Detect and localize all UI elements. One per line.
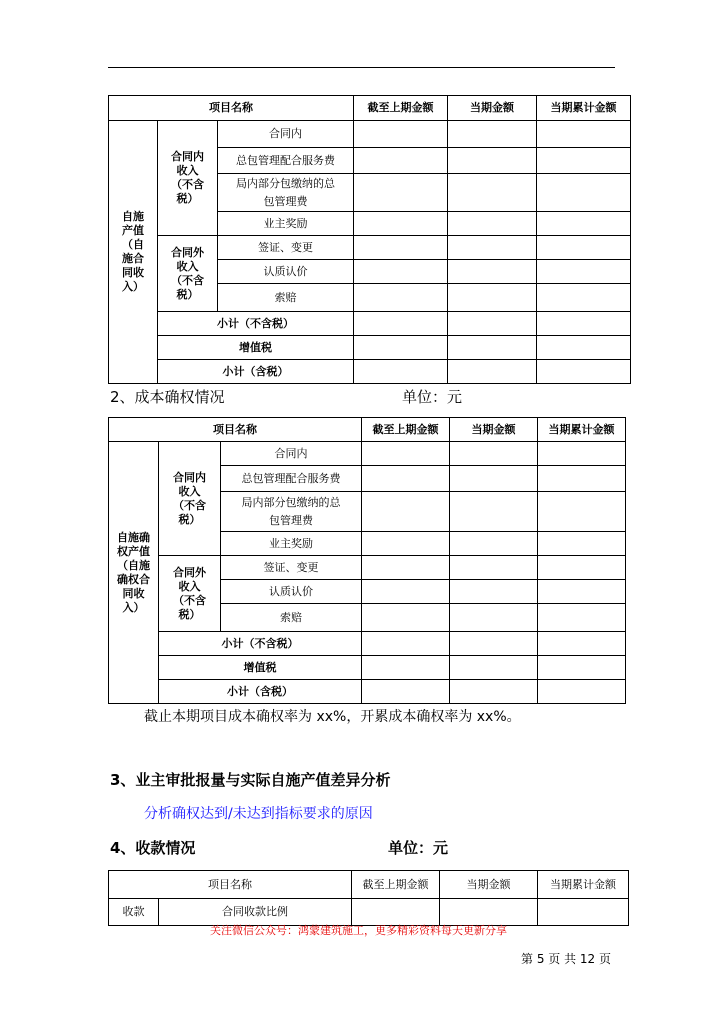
header-prev-amount: 截至上期金额 [352,871,440,899]
item-label: 业主奖励 [221,532,362,556]
category-cell: 自施 产值 （自 施合 同收 入） [109,121,158,384]
item-label: 局内部分包缴纳的总包管理费 [218,174,354,212]
total-row [109,360,631,384]
table-row [109,556,626,580]
vat-row [109,656,626,680]
group-contract-out: 合同外 收入 （不含 税） [159,556,221,632]
section-3-note: 分析确权达到/未达到指标要求的原因 [144,806,373,822]
item-label: 总包管理配合服务费 [218,148,354,174]
table-header-row [109,871,629,899]
item-label: 合同内 [221,442,362,466]
section-3-title: 3、业主审批报量与实际自施产值差异分析 [110,771,391,789]
table-row [109,442,626,466]
page-number: 第 5 页 共 12 页 [521,952,611,966]
subtotal-row [109,632,626,656]
group-contract-in: 合同内 收入 （不含 税） [159,442,221,556]
item-label: 索赔 [218,284,354,312]
table-row [109,121,631,148]
watermark-note: 关注微信公众号：鸿蒙建筑施工，更多精彩资料每天更新分享 [210,924,507,937]
subtotal-inc-label: 小计（含税） [159,680,362,704]
vat-label: 增值税 [158,336,354,360]
table-header-row [109,96,631,121]
item-label: 认质认价 [218,260,354,284]
header-cumulative: 当期累计金额 [538,871,629,899]
confirmation-rate-summary: 截止本期项目成本确权率为 xx%，开累成本确权率为 xx%。 [144,709,521,725]
subtotal-inc-label: 小计（含税） [158,360,354,384]
output-value-table [108,95,631,384]
header-project-name: 项目名称 [109,418,362,442]
total-row [109,680,626,704]
item-label: 签证、变更 [218,236,354,260]
item-label: 合同内 [218,121,354,148]
item-label: 认质认价 [221,580,362,604]
section-4-title: 4、收款情况 [110,839,196,857]
collection-table [108,870,629,926]
vat-label: 增值税 [159,656,362,680]
table-header-row [109,418,626,442]
vat-row [109,336,631,360]
section-4-unit: 单位：元 [388,839,449,857]
collection-label: 收款 [109,899,159,926]
header-curr-amount: 当期金额 [448,96,537,121]
group-contract-in: 合同内 收入 （不含 税） [158,121,218,236]
item-label: 总包管理配合服务费 [221,466,362,492]
category-cell: 自施确 权产值 （自施 确权合 同收 入） [109,442,159,704]
item-label: 业主奖励 [218,212,354,236]
table-row [109,236,631,260]
subtotal-ex-label: 小计（不含税） [158,312,354,336]
subtotal-ex-label: 小计（不含税） [159,632,362,656]
subtotal-row [109,312,631,336]
section-2-title: 2、成本确权情况 [110,388,225,406]
cost-confirmation-table [108,417,626,704]
collection-ratio-label: 合同收款比例 [159,899,352,926]
header-prev-amount: 截至上期金额 [354,96,448,121]
header-project-name: 项目名称 [109,871,352,899]
header-rule [108,67,615,68]
header-project-name: 项目名称 [109,96,354,121]
header-curr-amount: 当期金额 [450,418,538,442]
section-2-unit: 单位：元 [402,388,463,406]
item-label: 局内部分包缴纳的总包管理费 [221,492,362,532]
header-prev-amount: 截至上期金额 [362,418,450,442]
item-label: 索赔 [221,604,362,632]
item-label: 签证、变更 [221,556,362,580]
header-cumulative: 当期累计金额 [538,418,626,442]
header-cumulative: 当期累计金额 [537,96,631,121]
header-curr-amount: 当期金额 [440,871,538,899]
group-contract-out: 合同外 收入 （不含 税） [158,236,218,312]
